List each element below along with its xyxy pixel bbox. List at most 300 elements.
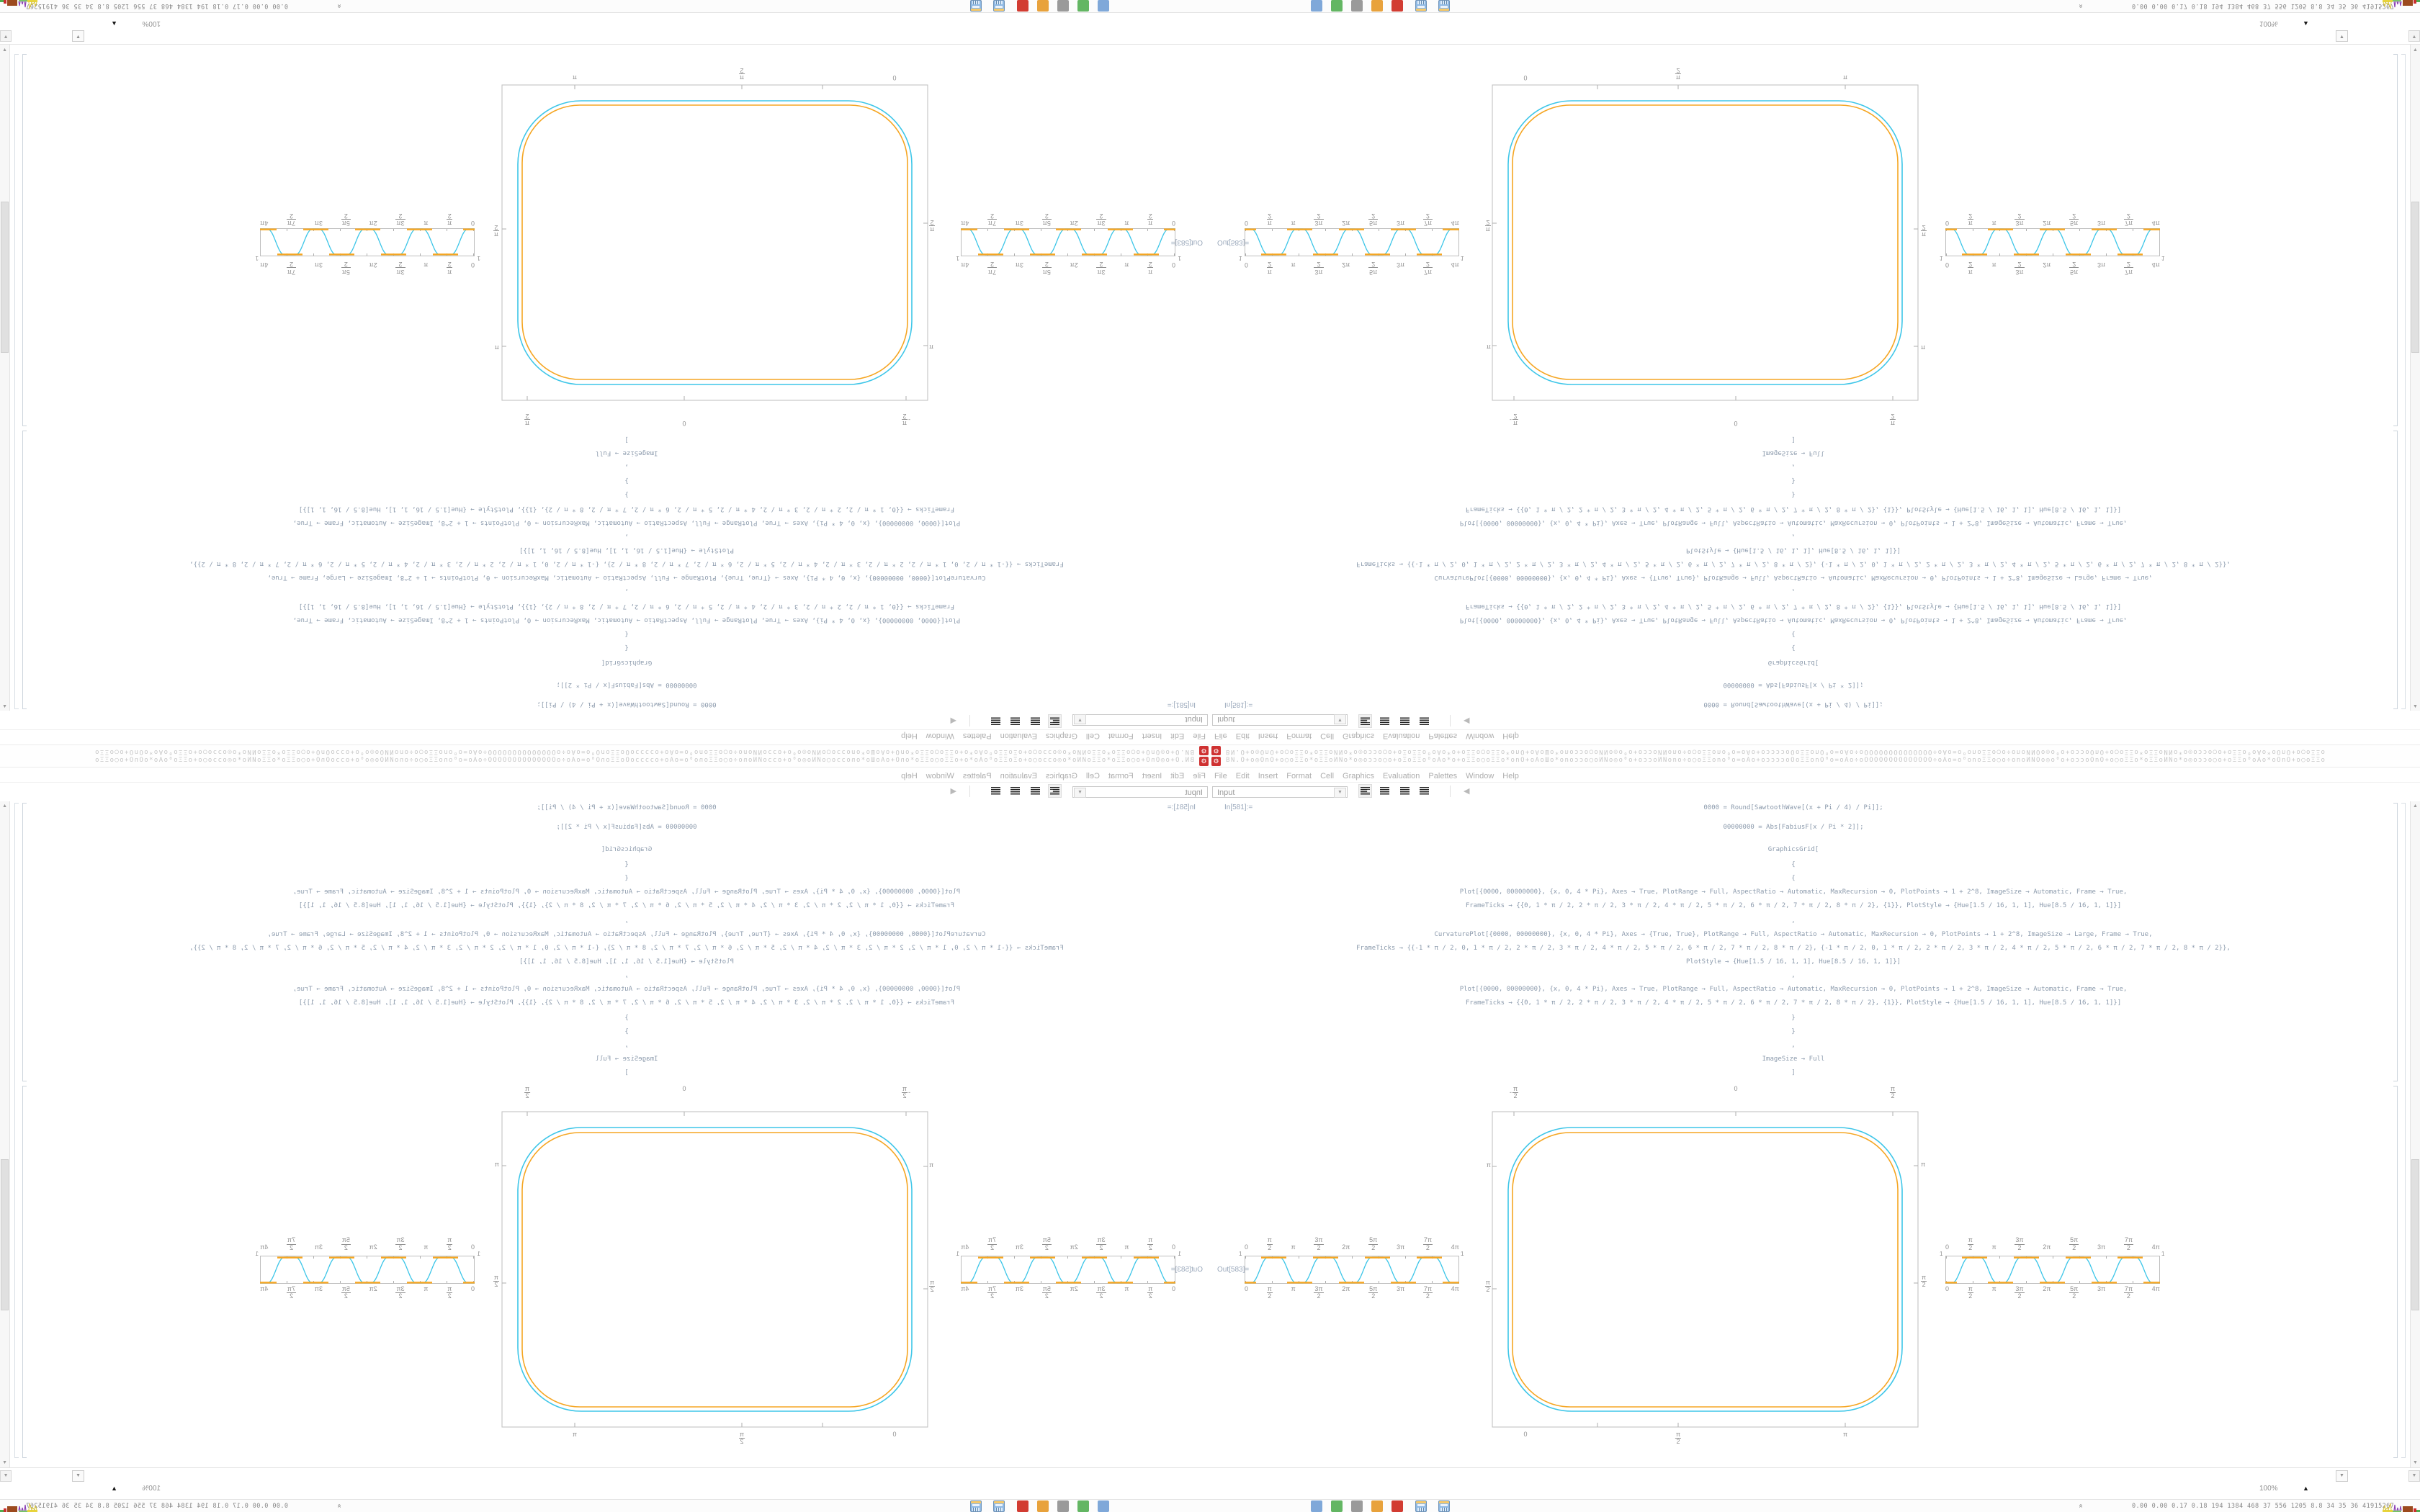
input-code-cell[interactable] (1253, 801, 2334, 1080)
menu-item[interactable]: File (1193, 732, 1206, 740)
tick-label: $\frac{\pi}{2}$ (1148, 1236, 1153, 1251)
tick-label: 3π (314, 1285, 323, 1292)
code-line: FrameTicks → {{-1 * π / 2, 0, 1 * π / 2, 2 * π / 2, 3 * π / 2, 4 * π / 2, 5 * π / 2, 6 * π / 2, 7 * π / 2, 8 * π / 2}, {-1 * π / 2, 0, 1 * π / 2, 2 * π / 2, 3 * π / 2, 4 * π / 2, 5 * π / 2, 6 * π / 2, 7 * π / 2, 8 * π / 2}}, (1356, 560, 2231, 567)
code-line: Plot[{0000, 00000000}, {x, 0, 4 * Pi}, Axes → True, PlotRange → Full, AspectRatio → Automatic, MaxRecursion → 0, PlotPoints → 1 + 2^8, ImageSize → Automatic, Frame → True, (1459, 519, 2128, 526)
input-cell-bracket[interactable] (2393, 431, 2398, 709)
code-line: , (1791, 1042, 1796, 1049)
align-center-button[interactable] (1379, 715, 1391, 727)
y-max-label: 1 (1178, 255, 1181, 261)
vertical-scrollbar-thumb[interactable] (1, 202, 9, 353)
cell-style-dropdown[interactable] (1212, 714, 1348, 726)
magnification-stepper-icon[interactable]: ▲ (2303, 20, 2309, 27)
code-line: GraphicsGrid[ (1767, 659, 1819, 666)
window-list-icons[interactable]: BN.O+o◎OnO+o◯oΞΞo*oΞΞoИNo*o◎oɔɔo◯o+oΞoΞΞo⁰oAo*o+oΞΞo◯oΞΞo*onO+oAoШo*onoɔɔo◯oИNo◎o⁰o+oɔɔoИNono÷o◯oΞΞono⁰o=oAo+oɔɔɔɔoOoΞΞonO⁰o=oAo÷oOOOOOOOOOOOOOO÷oAo=o⁰onoΞΞo◯o÷onoИNOo◎o⁰o+oɔɔoOnO+o◯oΞΞo*oΞΞoИNo*o◎oɔɔo◯o+oΞΞo⁰oAo*oOnO+o◯oΞΞo (1226, 757, 2326, 764)
output-plot-square-wave-right (253, 203, 480, 284)
tick-label: 7π 2 (287, 212, 296, 227)
tick-label: $\frac{3\pi}{2}$ (2015, 1236, 2024, 1251)
align-left-button[interactable] (1049, 785, 1061, 797)
tick-label: π (424, 220, 429, 227)
vertical-scrollbar[interactable] (0, 801, 10, 1467)
cell-style-dropdown[interactable] (1212, 786, 1348, 798)
magnification-stepper-icon[interactable]: ▲ (111, 20, 117, 27)
tick-label: 3π 2 (2015, 212, 2024, 227)
align-left-button[interactable] (1049, 715, 1061, 727)
tick-label: $\frac{\pi}{2}$ (1267, 1236, 1272, 1251)
code-line: 0000 = Round[SawtoothWave[(x + Pi / 4) / Pi]]; (1703, 701, 1883, 708)
app-icon[interactable] (1371, 1500, 1383, 1512)
app-icon[interactable] (1371, 0, 1383, 12)
notebook-content (1210, 45, 2420, 711)
panel-expander-icon[interactable]: « (2076, 1503, 2085, 1508)
tick-label: 0 (1945, 261, 1950, 269)
app-icon[interactable] (1017, 1500, 1028, 1512)
tick-label: $\frac{5\pi}{2}$ (1042, 1285, 1051, 1300)
calculator-icon[interactable] (1438, 1500, 1450, 1512)
document-icon[interactable] (1311, 0, 1322, 12)
tick-label: 0 (1523, 74, 1528, 81)
strip-bottom-ticks (260, 1286, 475, 1308)
app-icon[interactable] (1037, 0, 1049, 12)
code-line: FrameTicks → {{0, 1 * π / 2, 2 * π / 2, 3 * π / 2, 4 * π / 2, 5 * π / 2, 6 * π / 2, 7 * π / 2, 8 * π / 2}, {1}}, PlotStyle → {Hue[1.5 / 16, 1, 1], Hue[8.5 / 16, 1, 1]}] (1465, 505, 2122, 513)
collapse-toolbar-icon[interactable]: ◀ (950, 716, 956, 725)
menu-item[interactable]: Insert (1258, 732, 1278, 740)
menu-item[interactable]: Evaluation (1383, 732, 1420, 740)
scroll-up-icon[interactable]: ▲ (2413, 703, 2418, 708)
magnification-stepper-icon[interactable]: ▲ (111, 1485, 117, 1492)
scroll-down-icon[interactable]: ▼ (2, 1460, 7, 1465)
scroll-dropdown-icon[interactable]: ▼ (72, 30, 84, 42)
menu-item[interactable]: Help (1502, 772, 1519, 780)
tick-label: 3π (314, 1243, 323, 1251)
chevron-down-icon[interactable]: ▼ (1334, 714, 1346, 724)
notebook-content (0, 801, 1210, 1467)
scroll-up-icon[interactable]: ▲ (2, 804, 7, 809)
align-center-button[interactable] (1379, 785, 1391, 797)
menu-item[interactable]: Format (1286, 772, 1312, 780)
y-max-label: 1 (477, 1251, 480, 1257)
tick-label: π (929, 343, 934, 351)
tick-label: $\frac{7\pi}{2}$ (1423, 1285, 1433, 1300)
desktop-screen (0, 756, 1210, 1512)
output-plot-square-wave-right (1940, 203, 2167, 284)
cell-style-dropdown[interactable] (1072, 714, 1208, 726)
menu-item[interactable]: Cell (1320, 772, 1335, 780)
y-max-label: 1 (2161, 1251, 2165, 1257)
tick-label: 4π (2151, 1285, 2160, 1292)
magnification-value[interactable]: 100% (142, 19, 161, 27)
tick-label: 0 (892, 1431, 897, 1438)
camera-icon[interactable] (1057, 1500, 1069, 1512)
tick-label: 3π (1015, 220, 1024, 227)
app-icon[interactable] (1392, 1500, 1403, 1512)
scroll-down-icon[interactable]: ▼ (2413, 1460, 2418, 1465)
code-line: { (1791, 630, 1796, 637)
code-line: FrameTicks → {{0, 1 * π / 2, 2 * π / 2, 3 * π / 2, 4 * π / 2, 5 * π / 2, 6 * π / 2, 7 * π / 2, 8 * π / 2}, {1}}, PlotStyle → {Hue[1.5 / 16, 1, 1], Hue[8.5 / 16, 1, 1]}] (298, 505, 955, 513)
tick-label: π 2 (1968, 261, 1973, 276)
code-line: ] (1791, 436, 1796, 443)
menu-item[interactable]: Graphics (1045, 732, 1077, 740)
top-taskbar[interactable] (0, 744, 1210, 756)
code-line: FrameTicks → {{-1 * π / 2, 0, 1 * π / 2, 2 * π / 2, 3 * π / 2, 4 * π / 2, 5 * π / 2, 6 * π / 2, 7 * π / 2, 8 * π / 2}, {-1 * π / 2, 0, 1 * π / 2, 2 * π / 2, 3 * π / 2, 4 * π / 2, 5 * π / 2, 6 * π / 2, 7 * π / 2, 8 * π / 2}}, (1356, 945, 2231, 952)
scroll-down-icon[interactable]: ▼ (2413, 47, 2418, 52)
justify-button[interactable] (1418, 715, 1430, 727)
justify-button[interactable] (990, 715, 1002, 727)
top-taskbar[interactable] (0, 756, 1210, 768)
output-curvature-plot (488, 56, 938, 431)
tick-label: π (1991, 1285, 1996, 1292)
panel-expander-icon[interactable]: « (335, 4, 344, 9)
menu-item[interactable]: Window (1466, 772, 1494, 780)
tick-label: 2π (369, 220, 377, 227)
tick-label: 7π 2 (2124, 212, 2133, 227)
bottom-taskbar (0, 0, 1210, 13)
menu-item[interactable]: Format (1286, 732, 1312, 740)
tick-label: π 2 (1148, 212, 1153, 227)
window-corner-icon[interactable]: ▼ (0, 1470, 12, 1482)
tick-label: π 2 (1890, 412, 1896, 427)
code-line: FrameTicks → {{0, 1 * π / 2, 2 * π / 2, 3 * π / 2, 4 * π / 2, 5 * π / 2, 6 * π / 2, 7 * π / 2, 8 * π / 2}, {1}}, PlotStyle → {Hue[1.5 / 16, 1, 1], Hue[8.5 / 16, 1, 1]}] (1465, 603, 2122, 610)
tick-label: $\frac{\pi}{2}$ (493, 1274, 498, 1289)
chevron-down-icon[interactable]: ▼ (1074, 714, 1086, 724)
tick-label: - π 2 (1509, 412, 1518, 427)
menu-item[interactable]: Cell (1320, 732, 1335, 740)
input-code-cell[interactable] (86, 801, 1167, 1080)
tick-label: 3π (314, 220, 323, 227)
tick-label: 3π (1396, 220, 1405, 227)
horizontal-scrollbar-row[interactable] (1210, 1467, 2420, 1482)
document-icon[interactable] (1311, 1500, 1322, 1512)
input-cell-bracket[interactable] (22, 431, 27, 709)
tick-label: 7π 2 (987, 212, 997, 227)
y-max-label: 1 (1461, 255, 1464, 261)
magnification-value[interactable]: 100% (2259, 1485, 2278, 1493)
menu-item[interactable]: Insert (1142, 732, 1162, 740)
vertical-scrollbar[interactable] (2410, 801, 2420, 1467)
tick-label: $\frac{\pi}{2}$ (739, 1431, 745, 1446)
menu-item[interactable]: Cell (1085, 772, 1100, 780)
system-stats-text: 0.00 0.00 0.17 0.18 194 1384 468 37 556 1205 8.8 34 35 36 41915267 (2132, 1503, 2395, 1510)
code-line: } (1791, 1014, 1796, 1022)
window-list-icons[interactable]: BN.O+o◎OnO+o◯oΞΞo*oΞΞoИNo*o◎oɔɔo◯o+oΞoΞΞo⁰oAo*o+oΞΞo◯oΞΞo*onO+oAoШo*onoɔɔo◯oИNo◎o⁰o+oɔɔoИNono÷o◯oΞΞono⁰o=oAo+oɔɔɔɔoOoΞΞonO⁰o=oAo÷oOOOOOOOOOOOOOO÷oAo=o⁰onoΞΞo◯o÷onoИNOo◎o⁰o+oɔɔoOnO+o◯oΞΞo*oΞΞoИNo*o◎oɔɔo◯o+oΞΞo⁰oAo*oOnO+o◯oΞΞo (1226, 748, 2326, 755)
menu-item[interactable]: Edit (1170, 772, 1185, 780)
vertical-scrollbar[interactable] (2410, 45, 2420, 711)
tick-label: π (1991, 261, 1996, 269)
tick-label: 3π 2 (1314, 212, 1323, 227)
menu-item[interactable]: Window (926, 772, 954, 780)
document-icon[interactable] (1098, 1500, 1109, 1512)
tick-label: 7π 2 (1423, 212, 1433, 227)
menu-item[interactable]: Window (1466, 732, 1494, 740)
vertical-scrollbar[interactable] (0, 45, 10, 711)
code-line: PlotStyle → {Hue[1.5 / 16, 1, 1], Hue[8.5 / 16, 1, 1]}] (1685, 546, 1901, 554)
menu-item[interactable]: Edit (1170, 732, 1185, 740)
quadrant-bottom-right-normal (1210, 756, 2420, 1512)
code-line: Plot[{0000, 00000000}, {x, 0, 4 * Pi}, Axes → True, PlotRange → Full, AspectRatio → Automatic, MaxRecursion → 0, PlotPoints → 1 + 2^8, ImageSize → Automatic, Frame → True, (1459, 986, 2128, 993)
magnification-value[interactable]: 100% (142, 1485, 161, 1493)
tick-label: π (1842, 1431, 1848, 1438)
menu-item[interactable]: Edit (1235, 732, 1250, 740)
menu-item[interactable]: File (1214, 772, 1227, 780)
tick-label: 2π (1070, 1243, 1078, 1251)
code-line: , (624, 533, 629, 540)
code-line: ] (624, 1069, 629, 1076)
menu-item[interactable]: Insert (1258, 772, 1278, 780)
vertical-scrollbar-thumb[interactable] (2411, 1159, 2419, 1310)
scroll-dropdown-icon[interactable]: ▼ (2336, 30, 2348, 42)
tick-label: 0 (1245, 261, 1249, 269)
code-line: GraphicsGrid[ (601, 659, 653, 666)
chevron-down-icon[interactable]: ▼ (1074, 788, 1086, 798)
tick-label: 4π (961, 1285, 969, 1292)
tick-label: $\frac{\pi}{2}$ (1485, 1279, 1490, 1294)
tick-label: 0 (892, 74, 897, 81)
justification-buttons (1359, 713, 1435, 727)
output-cell-bracket[interactable] (22, 1086, 27, 1458)
tick-label: π (424, 1243, 429, 1251)
cell-group-bracket[interactable] (2401, 803, 2406, 1458)
input-code-cell[interactable] (1253, 432, 2334, 711)
cell-style-dropdown[interactable] (1072, 786, 1208, 798)
input-code-cell[interactable] (86, 432, 1167, 711)
code-line: } (1791, 477, 1796, 484)
tick-label: $\frac{5\pi}{2}$ (341, 1285, 350, 1300)
app-icon[interactable] (1077, 0, 1089, 12)
menu-item[interactable]: Palettes (962, 732, 992, 740)
magnification-stepper-icon[interactable]: ▲ (2303, 1485, 2309, 1492)
panel-expander-icon[interactable]: « (2076, 4, 2085, 9)
horizontal-scrollbar-row[interactable] (0, 1467, 1210, 1482)
window-list-icons[interactable]: BN.O+o◎OnO+o◯oΞΞo*oΞΞoИNo*o◎oɔɔo◯o+oΞoΞΞo⁰oAo*o+oΞΞo◯oΞΞo*onO+oAoШo*onoɔɔo◯oИNo◎o⁰o+oɔɔoИNono÷o◯oΞΞono⁰o=oAo+oɔɔɔɔoOoΞΞonO⁰o=oAo÷oOOOOOOOOOOOOOO÷oAo=o⁰onoΞΞo◯o÷onoИNOo◎o⁰o+oɔɔoOnO+o◯oΞΞo*oΞΞoИNo*o◎oɔɔo◯o+oΞΞo⁰oAo*oOnO+o◯oΞΞo (94, 748, 1194, 755)
y-max-label: 1 (1461, 1251, 1464, 1257)
magnification-value[interactable]: 100% (2259, 19, 2278, 27)
tick-label: 3π (1396, 261, 1405, 269)
output-curvature-plot (1482, 56, 1932, 431)
menu-item[interactable]: Format (1108, 772, 1134, 780)
horizontal-scrollbar-row[interactable] (1210, 30, 2420, 45)
tick-label: $\frac{7\pi}{2}$ (2124, 1236, 2133, 1251)
code-line: } (624, 490, 629, 498)
calculator-icon[interactable] (1415, 0, 1427, 12)
align-right-button[interactable] (1399, 785, 1411, 797)
app-icon[interactable] (1392, 0, 1403, 12)
app-icon[interactable] (1037, 1500, 1049, 1512)
rounded-square-curves (488, 56, 938, 431)
cell-group-bracket[interactable] (14, 803, 19, 1458)
tick-label: 4π (961, 220, 969, 227)
calculator-icon[interactable] (970, 1500, 982, 1512)
strip-bottom-ticks (1245, 204, 1459, 226)
top-taskbar[interactable] (1210, 744, 2420, 756)
system-stats-text: 0.00 0.00 0.17 0.18 194 1384 468 37 556 1205 8.8 34 35 36 41915267 (25, 1503, 288, 1510)
window-corner-icon[interactable]: ▼ (2408, 1470, 2420, 1482)
code-line: } (624, 1028, 629, 1035)
calculator-icon[interactable] (993, 0, 1005, 12)
code-line: , (1791, 917, 1796, 924)
system-monitor-graphs (2383, 1500, 2420, 1512)
code-line: } (1791, 1028, 1796, 1035)
align-right-button[interactable] (1009, 715, 1021, 727)
code-line: Plot[{0000, 00000000}, {x, 0, 4 * Pi}, Axes → True, PlotRange → Full, AspectRatio → Automatic, MaxRecursion → 0, PlotPoints → 1 + 2^8, ImageSize → Automatic, Frame → True, (1459, 616, 2128, 624)
camera-icon[interactable] (1057, 0, 1069, 12)
tick-label: $\frac{3\pi}{2}$ (396, 1285, 405, 1300)
code-line: { (624, 644, 629, 651)
code-line: PlotStyle → {Hue[1.5 / 16, 1, 1], Hue[8.5 / 16, 1, 1]}] (519, 546, 735, 554)
vertical-scrollbar-thumb[interactable] (2411, 202, 2419, 353)
align-center-button[interactable] (1029, 715, 1041, 727)
code-line: 00000000 = Abs[FabiusF[x / Pi * 2]]; (1723, 681, 1864, 688)
align-right-button[interactable] (1399, 715, 1411, 727)
menu-item[interactable]: Cell (1085, 732, 1100, 740)
justify-button[interactable] (990, 785, 1002, 797)
menu-item[interactable]: Evaluation (1000, 732, 1037, 740)
menu-item[interactable]: Format (1108, 732, 1134, 740)
window-corner-icon[interactable]: ▼ (2408, 30, 2420, 42)
align-center-button[interactable] (1029, 785, 1041, 797)
menu-item[interactable]: Palettes (1428, 732, 1458, 740)
output-cell-bracket[interactable] (22, 54, 27, 426)
code-line: FrameTicks → {{0, 1 * π / 2, 2 * π / 2, 3 * π / 2, 4 * π / 2, 5 * π / 2, 6 * π / 2, 7 * π / 2, 8 * π / 2}, {1}}, PlotStyle → {Hue[1.5 / 16, 1, 1], Hue[8.5 / 16, 1, 1]}] (1465, 999, 2122, 1007)
menu-item[interactable]: File (1214, 732, 1227, 740)
tick-label: 0 (1171, 261, 1175, 269)
justify-button[interactable] (1418, 785, 1430, 797)
tick-label: π 2 (739, 66, 745, 81)
tick-label: 7π 2 (2124, 261, 2133, 276)
menu-item[interactable]: Help (901, 772, 918, 780)
menu-item[interactable]: Edit (1235, 772, 1250, 780)
tick-label: 2π (2043, 1285, 2051, 1292)
system-monitor-graphs (2383, 0, 2420, 12)
code-line: FrameTicks → {{0, 1 * π / 2, 2 * π / 2, 3 * π / 2, 4 * π / 2, 5 * π / 2, 6 * π / 2, 7 * π / 2, 8 * π / 2}, {1}}, PlotStyle → {Hue[1.5 / 16, 1, 1], Hue[8.5 / 16, 1, 1]}] (1465, 902, 2122, 909)
desktop-screen (0, 0, 1210, 756)
camera-icon[interactable] (1351, 1500, 1363, 1512)
tick-label: 0 (1171, 1243, 1175, 1251)
window-corner-icon[interactable]: ▼ (0, 30, 12, 42)
tick-label: 0 (1734, 420, 1738, 427)
bottom-taskbar (1210, 1499, 2420, 1512)
app-icon[interactable] (1017, 0, 1028, 12)
camera-icon[interactable] (1351, 0, 1363, 12)
tick-label: 4π (260, 261, 269, 269)
menu-item[interactable]: Palettes (1428, 772, 1458, 780)
output-cell-bracket[interactable] (2393, 54, 2398, 426)
scroll-dropdown-icon[interactable]: ▼ (72, 1470, 84, 1482)
menu-item[interactable]: Graphics (1045, 772, 1077, 780)
vertical-scrollbar-thumb[interactable] (1, 1159, 9, 1310)
panel-expander-icon[interactable]: « (335, 1503, 344, 1508)
strip-bottom-ticks (961, 1286, 1175, 1308)
tick-label: 0 (682, 420, 686, 427)
tick-label: π (572, 74, 578, 81)
tick-label: π (1991, 1243, 1996, 1251)
input-cell-bracket[interactable] (22, 803, 27, 1081)
menu-item[interactable]: File (1193, 772, 1206, 780)
cell-group-bracket[interactable] (2401, 54, 2406, 709)
tick-label: 0 (1245, 220, 1249, 227)
menu-item[interactable]: Help (1502, 732, 1519, 740)
code-line: , (624, 972, 629, 979)
y-max-label: 1 (1178, 1251, 1181, 1257)
output-cell-bracket[interactable] (2393, 1086, 2398, 1458)
code-line: 00000000 = Abs[FabiusF[x / Pi * 2]]; (1723, 824, 1864, 831)
align-right-button[interactable] (1009, 785, 1021, 797)
app-icon[interactable] (1077, 1500, 1089, 1512)
scroll-up-icon[interactable]: ▲ (2, 703, 7, 708)
tick-label: 7π 2 (287, 261, 296, 276)
out-cell-label: Out[583]= (1170, 238, 1203, 246)
menu-item[interactable]: Graphics (1343, 732, 1375, 740)
window-list-icons[interactable]: BN.O+o◎OnO+o◯oΞΞo*oΞΞoИNo*o◎oɔɔo◯o+oΞoΞΞo⁰oAo*o+oΞΞo◯oΞΞo*onO+oAoШo*onoɔɔo◯oИNo◎o⁰o+oɔɔoИNono÷o◯oΞΞono⁰o=oAo+oɔɔɔɔoOoΞΞonO⁰o=oAo÷oOOOOOOOOOOOOOO÷oAo=o⁰onoΞΞo◯o÷onoИNOo◎o⁰o+oɔɔoOnO+o◯oΞΞo*oΞΞoИNo*o◎oɔɔo◯o+oΞΞo⁰oAo*oOnO+o◯oΞΞo (94, 757, 1194, 764)
cell-style-value: Input (1217, 715, 1235, 724)
scroll-up-icon[interactable]: ▲ (2413, 804, 2418, 809)
tick-label: π (1921, 344, 1926, 351)
quadrant-bottom-left-mirrored (0, 756, 1210, 1512)
tick-label: $\frac{5\pi}{2}$ (341, 1236, 350, 1251)
gear-icon[interactable]: ⚙ (1199, 757, 1209, 766)
collapse-toolbar-icon[interactable]: ◀ (950, 787, 956, 796)
menu-item[interactable]: Evaluation (1000, 772, 1037, 780)
calculator-icon[interactable] (970, 0, 982, 12)
menu-item[interactable]: Evaluation (1383, 772, 1420, 780)
tick-label: 2π (1342, 261, 1350, 269)
calculator-icon[interactable] (1438, 0, 1450, 12)
app-icon[interactable] (1331, 0, 1343, 12)
top-taskbar[interactable] (1210, 756, 2420, 768)
align-left-button[interactable] (1359, 715, 1371, 727)
menu-item[interactable]: Insert (1142, 772, 1162, 780)
horizontal-scrollbar-row[interactable] (0, 30, 1210, 45)
tick-label: $\frac{\pi}{2}$ (1675, 1431, 1681, 1446)
tick-label: π 2 (1267, 212, 1272, 227)
input-cell-bracket[interactable] (2393, 803, 2398, 1081)
code-line: PlotStyle → {Hue[1.5 / 16, 1, 1], Hue[8.5 / 16, 1, 1]}] (1685, 958, 1901, 966)
document-icon[interactable] (1098, 0, 1109, 12)
menu-item[interactable]: Help (901, 732, 918, 740)
calculator-icon[interactable] (993, 1500, 1005, 1512)
app-icon[interactable] (1331, 1500, 1343, 1512)
bottom-taskbar (1210, 0, 2420, 13)
code-line: ImageSize → Full (1762, 449, 1825, 456)
collapse-toolbar-icon[interactable]: ◀ (1464, 787, 1470, 796)
code-line: FrameTicks → {{-1 * π / 2, 0, 1 * π / 2, 2 * π / 2, 3 * π / 2, 4 * π / 2, 5 * π / 2, 6 * π / 2, 7 * π / 2, 8 * π / 2}, {-1 * π / 2, 0, 1 * π / 2, 2 * π / 2, 3 * π / 2, 4 * π / 2, 5 * π / 2, 6 * π / 2, 7 * π / 2, 8 * π / 2}}, (189, 560, 1064, 567)
output-plot-square-wave-right (253, 1228, 480, 1309)
scroll-down-icon[interactable]: ▼ (2, 47, 7, 52)
menu-item[interactable]: Graphics (1343, 772, 1375, 780)
cell-group-bracket[interactable] (14, 54, 19, 709)
menu-item[interactable]: Palettes (962, 772, 992, 780)
tick-label: 2π (1342, 1285, 1350, 1292)
gear-icon[interactable]: ⚙ (1211, 757, 1221, 766)
gear-icon[interactable]: ⚙ (1199, 746, 1209, 755)
menu-item[interactable]: Window (926, 732, 954, 740)
strip-bottom-ticks (961, 204, 1175, 226)
strip-bottom-ticks (1245, 1286, 1459, 1308)
bottom-taskbar (0, 1499, 1210, 1512)
code-line: , (1791, 972, 1796, 979)
window-status-bar (1210, 13, 2420, 30)
tick-label: $\frac{3\pi}{2}$ (1097, 1285, 1106, 1300)
tick-label: 5π 2 (341, 261, 350, 276)
align-left-button[interactable] (1359, 785, 1371, 797)
code-line: ] (1791, 1069, 1796, 1076)
collapse-toolbar-icon[interactable]: ◀ (1464, 716, 1470, 725)
code-line: } (624, 1014, 629, 1022)
chevron-down-icon[interactable]: ▼ (1334, 788, 1346, 798)
scroll-dropdown-icon[interactable]: ▼ (2336, 1470, 2348, 1482)
calculator-icon[interactable] (1415, 1500, 1427, 1512)
notebook-content (0, 45, 1210, 711)
window-status-bar (0, 1482, 1210, 1499)
gear-icon[interactable]: ⚙ (1211, 746, 1221, 755)
